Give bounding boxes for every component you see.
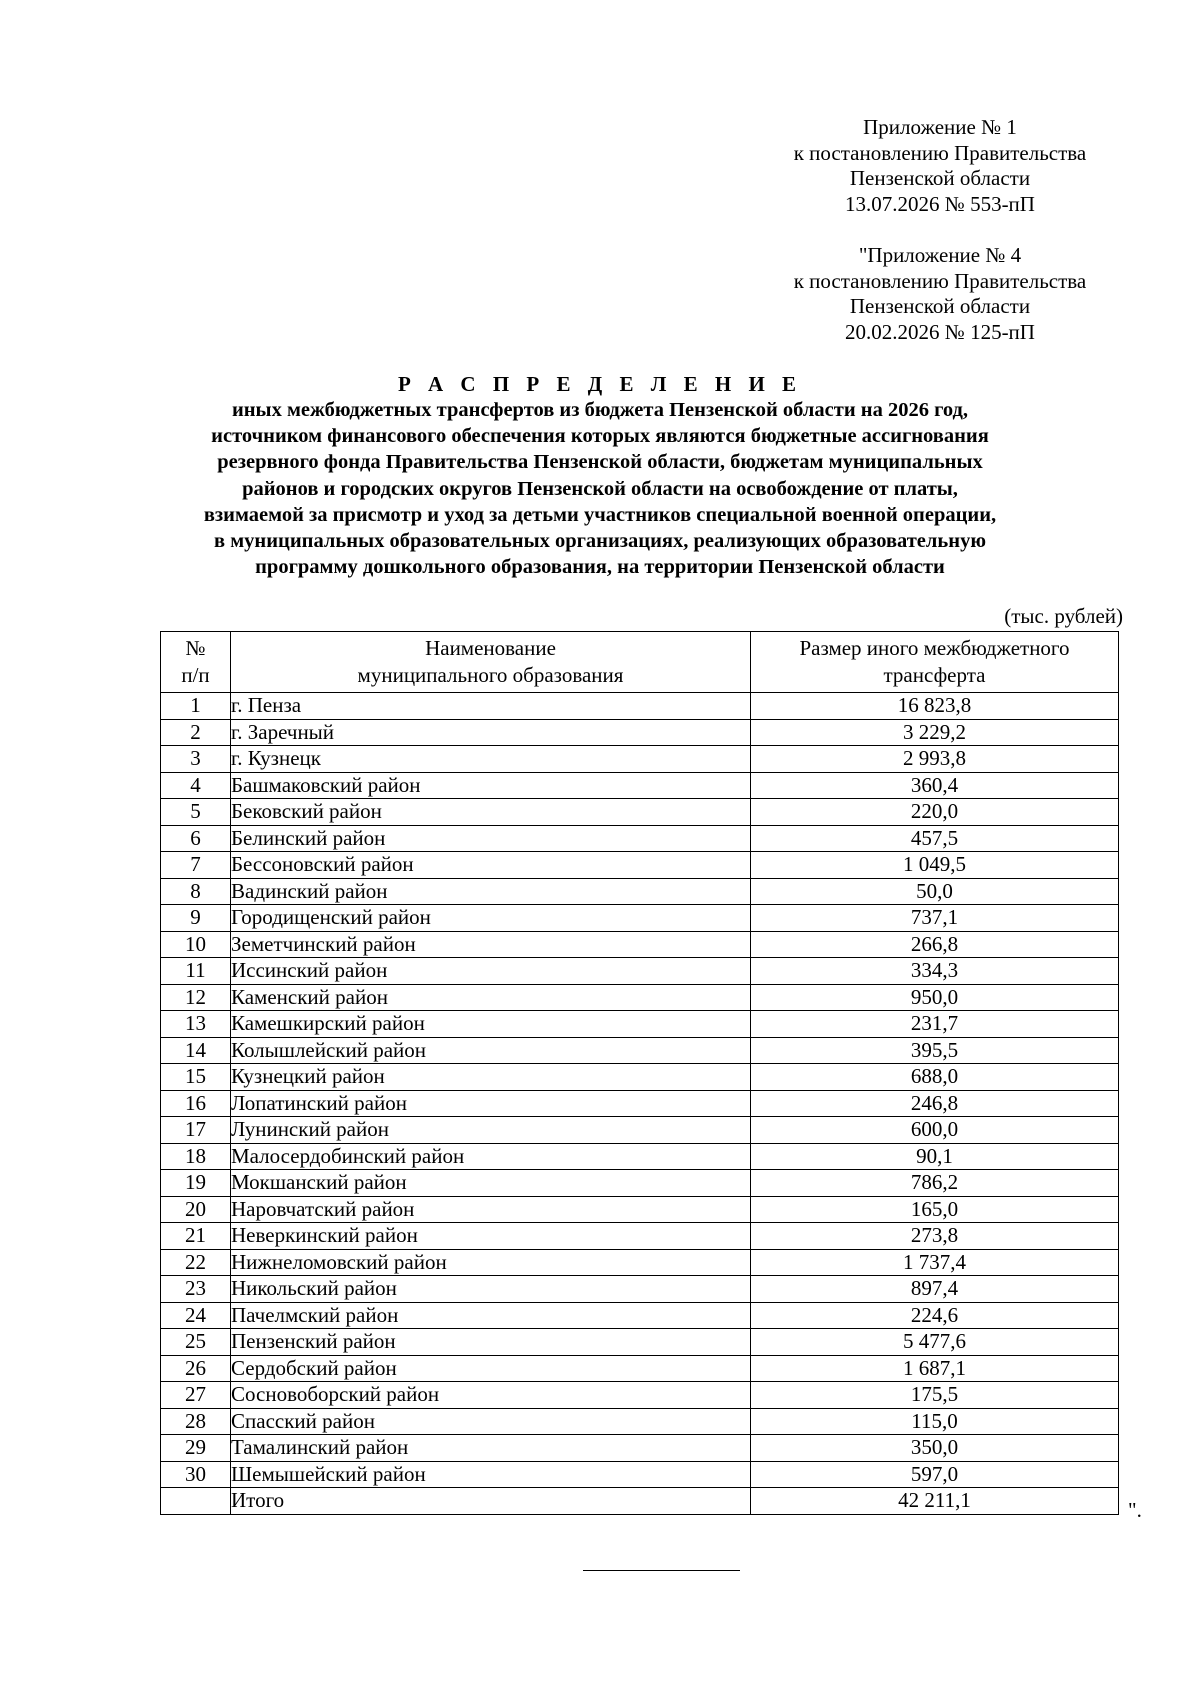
row-number: 20 [161, 1196, 231, 1223]
row-number: 9 [161, 905, 231, 932]
row-value: 224,6 [751, 1302, 1119, 1329]
row-number: 25 [161, 1329, 231, 1356]
row-name: Малосердобинский район [231, 1143, 751, 1170]
table-header-row [161, 632, 1119, 693]
row-name: Сердобский район [231, 1355, 751, 1382]
row-number: 18 [161, 1143, 231, 1170]
row-value: 950,0 [751, 984, 1119, 1011]
row-value: 16 823,8 [751, 693, 1119, 720]
row-value: 3 229,2 [751, 719, 1119, 746]
row-value: 334,3 [751, 958, 1119, 985]
row-name: Лунинский район [231, 1117, 751, 1144]
closing-quote-mark: ". [1128, 1498, 1142, 1522]
table-row [161, 878, 1119, 905]
row-number: 1 [161, 693, 231, 720]
row-value: 786,2 [751, 1170, 1119, 1197]
table-row [161, 1170, 1119, 1197]
table-row [161, 958, 1119, 985]
title-line: взимаемой за присмотр и уход за детьми участников специальной военной операции, [203, 503, 997, 526]
row-number: 28 [161, 1408, 231, 1435]
table-row [161, 1196, 1119, 1223]
row-number: 11 [161, 958, 231, 985]
row-number: 5 [161, 799, 231, 826]
row-number: 15 [161, 1064, 231, 1091]
row-value: 5 477,6 [751, 1329, 1119, 1356]
table-row [161, 852, 1119, 879]
row-number: 3 [161, 746, 231, 773]
title-line: резервного фонда Правительства Пензенской области, бюджетам муниципальных [217, 451, 983, 474]
row-name: г. Пенза [231, 693, 751, 720]
row-value: 1 687,1 [751, 1355, 1119, 1382]
row-value: 395,5 [751, 1037, 1119, 1064]
row-number: 22 [161, 1249, 231, 1276]
row-value: 115,0 [751, 1408, 1119, 1435]
appendix-4-line: Пензенской области [849, 294, 1031, 318]
table-row [161, 1090, 1119, 1117]
row-name: Башмаковский район [231, 772, 751, 799]
appendix-4-date-number: 20.02.2026 № 125-пП [845, 319, 1035, 344]
table-row [161, 1223, 1119, 1250]
table-row [161, 1329, 1119, 1356]
row-value: 360,4 [751, 772, 1119, 799]
table-row [161, 984, 1119, 1011]
header-num-line: п/п [181, 663, 210, 687]
title-line: иных межбюджетных трансфертов из бюджета Пензенской области на 2026 год, [231, 399, 969, 421]
row-name: Неверкинский район [231, 1223, 751, 1250]
title-line: в муниципальных образовательных организациях, реализующих образовательную [214, 530, 986, 553]
row-name: Бессоновский район [231, 852, 751, 879]
table-row [161, 1382, 1119, 1409]
row-value: 600,0 [751, 1117, 1119, 1144]
units-label: (тыс. рублей) [1004, 604, 1123, 628]
row-name: Мокшанский район [231, 1170, 751, 1197]
row-name: Лопатинский район [231, 1090, 751, 1117]
table-row [161, 905, 1119, 932]
table-row [161, 719, 1119, 746]
total-name: Итого [231, 1488, 751, 1515]
row-value: 266,8 [751, 931, 1119, 958]
table-row [161, 746, 1119, 773]
table-row [161, 1037, 1119, 1064]
row-number: 12 [161, 984, 231, 1011]
table-row [161, 1461, 1119, 1488]
distribution-table [160, 631, 1119, 1515]
table-row [161, 1143, 1119, 1170]
total-value: 42 211,1 [751, 1488, 1119, 1515]
table-row [161, 1302, 1119, 1329]
row-value: 165,0 [751, 1196, 1119, 1223]
row-number: 14 [161, 1037, 231, 1064]
header-name-line: Наименование [425, 636, 556, 660]
row-value: 246,8 [751, 1090, 1119, 1117]
appendix-4-header [760, 243, 1120, 345]
table-row [161, 1064, 1119, 1091]
title-heading: Р А С П Р Е Д Е Л Е Н И Е [397, 372, 803, 396]
row-number: 13 [161, 1011, 231, 1038]
document-title [130, 371, 1070, 580]
row-value: 597,0 [751, 1461, 1119, 1488]
row-number: 10 [161, 931, 231, 958]
row-name: Пачелмский район [231, 1302, 751, 1329]
row-number: 7 [161, 852, 231, 879]
header-value-line: трансферта [883, 663, 986, 687]
total-num [161, 1488, 231, 1515]
row-value: 90,1 [751, 1143, 1119, 1170]
row-number: 6 [161, 825, 231, 852]
row-number: 24 [161, 1302, 231, 1329]
header-num-line: № [185, 636, 206, 660]
header-name [231, 632, 751, 693]
row-number: 8 [161, 878, 231, 905]
appendix-1-line: к постановлению Правительства [793, 140, 1087, 165]
row-number: 27 [161, 1382, 231, 1409]
row-value: 737,1 [751, 905, 1119, 932]
row-name: Бековский район [231, 799, 751, 826]
row-value: 231,7 [751, 1011, 1119, 1038]
row-number: 17 [161, 1117, 231, 1144]
row-value: 1 737,4 [751, 1249, 1119, 1276]
row-name: Кузнецкий район [231, 1064, 751, 1091]
table-row [161, 693, 1119, 720]
row-name: Вадинский район [231, 878, 751, 905]
title-line: программу дошкольного образования, на территории Пензенской области [255, 556, 945, 579]
appendix-4-line: к постановлению Правительства [793, 268, 1087, 293]
header-num [161, 632, 231, 693]
row-name: Никольский район [231, 1276, 751, 1303]
row-name: Городищенский район [231, 905, 751, 932]
table-row [161, 1249, 1119, 1276]
header-value-line: Размер иного межбюджетного [799, 636, 1070, 660]
row-name: Пензенский район [231, 1329, 751, 1356]
row-name: Колышлейский район [231, 1037, 751, 1064]
row-value: 897,4 [751, 1276, 1119, 1303]
table-row [161, 931, 1119, 958]
row-number: 30 [161, 1461, 231, 1488]
row-value: 457,5 [751, 825, 1119, 852]
table-row [161, 1117, 1119, 1144]
row-value: 220,0 [751, 799, 1119, 826]
row-name: Каменский район [231, 984, 751, 1011]
row-number: 29 [161, 1435, 231, 1462]
table-row [161, 1011, 1119, 1038]
appendix-1-header [760, 115, 1120, 217]
table-row [161, 1355, 1119, 1382]
row-number: 16 [161, 1090, 231, 1117]
table-row [161, 772, 1119, 799]
row-value: 688,0 [751, 1064, 1119, 1091]
row-name: Тамалинский район [231, 1435, 751, 1462]
row-value: 50,0 [751, 878, 1119, 905]
row-value: 1 049,5 [751, 852, 1119, 879]
table-row [161, 1276, 1119, 1303]
row-number: 23 [161, 1276, 231, 1303]
table-row [161, 1408, 1119, 1435]
table-total-row [161, 1488, 1119, 1515]
row-value: 273,8 [751, 1223, 1119, 1250]
row-name: Спасский район [231, 1408, 751, 1435]
title-line: источником финансового обеспечения которых являются бюджетные ассигнования [211, 425, 989, 448]
title-line: районов и городских округов Пензенской области на освобождение от платы, [242, 477, 958, 500]
appendix-4-line: "Приложение № 4 [858, 243, 1022, 267]
row-name: Нижнеломовский район [231, 1249, 751, 1276]
appendix-1-line: Приложение № 1 [863, 115, 1017, 139]
header-name-line: муниципального образования [357, 663, 624, 687]
header-value [751, 632, 1119, 693]
table-row [161, 1435, 1119, 1462]
row-name: Иссинский район [231, 958, 751, 985]
row-number: 19 [161, 1170, 231, 1197]
row-name: Земетчинский район [231, 931, 751, 958]
row-number: 21 [161, 1223, 231, 1250]
row-name: г. Кузнецк [231, 746, 751, 773]
footer-rule [583, 1570, 740, 1571]
appendix-1-line: Пензенской области [849, 166, 1031, 190]
table-row [161, 799, 1119, 826]
table-body [161, 693, 1119, 1515]
row-name: Шемышейский район [231, 1461, 751, 1488]
row-number: 26 [161, 1355, 231, 1382]
row-name: Камешкирский район [231, 1011, 751, 1038]
row-name: Белинский район [231, 825, 751, 852]
row-value: 175,5 [751, 1382, 1119, 1409]
row-number: 2 [161, 719, 231, 746]
row-value: 350,0 [751, 1435, 1119, 1462]
row-name: Наровчатский район [231, 1196, 751, 1223]
appendix-1-date-number: 13.07.2026 № 553-пП [845, 191, 1035, 216]
table-row [161, 825, 1119, 852]
row-name: г. Заречный [231, 719, 751, 746]
row-name: Сосновоборский район [231, 1382, 751, 1409]
row-value: 2 993,8 [751, 746, 1119, 773]
row-number: 4 [161, 772, 231, 799]
